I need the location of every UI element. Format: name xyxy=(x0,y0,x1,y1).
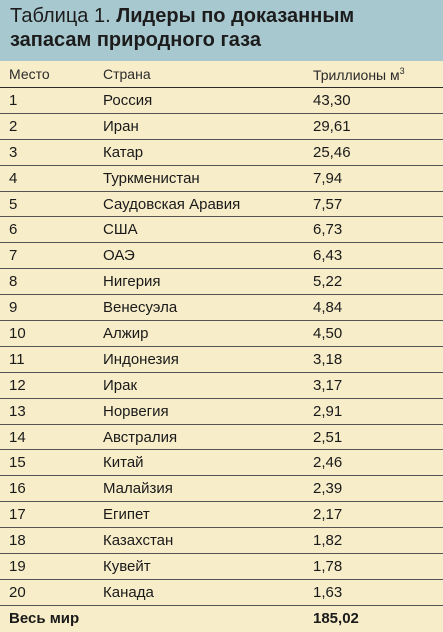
column-header-country: Страна xyxy=(103,66,151,82)
table-row xyxy=(0,347,443,373)
cell-rank: 3 xyxy=(9,143,18,161)
cell-country: Россия xyxy=(103,91,153,109)
table-row xyxy=(0,140,443,166)
cell-value: 6,43 xyxy=(313,247,343,265)
cell-rank: 4 xyxy=(9,169,18,187)
column-header-value xyxy=(303,66,443,83)
column-header-row xyxy=(0,61,443,88)
cell-rank: 17 xyxy=(9,506,26,524)
cell-country: Венесуэла xyxy=(103,299,178,317)
cell-rank: 14 xyxy=(9,428,26,446)
cell-value: 1,63 xyxy=(313,583,343,601)
cell-rank: 2 xyxy=(9,117,18,135)
cell-country: Саудовская Аравия xyxy=(103,195,241,213)
table-row xyxy=(0,192,443,218)
table-row xyxy=(0,476,443,502)
cell-rank: 12 xyxy=(9,376,26,394)
cell-rank: 1 xyxy=(9,91,18,109)
cell-country: Катар xyxy=(103,143,144,161)
table-row xyxy=(0,502,443,528)
cell-value: 5,22 xyxy=(313,273,343,291)
cell-value: 43,30 xyxy=(313,91,351,109)
cell-rank: 5 xyxy=(9,195,18,213)
cell-value: 25,46 xyxy=(313,143,351,161)
table-row xyxy=(0,166,443,192)
table-caption xyxy=(0,0,443,61)
cell-country: Казахстан xyxy=(103,532,174,550)
table-row xyxy=(0,321,443,347)
cell-country: Канада xyxy=(103,583,154,601)
cell-value: 2,17 xyxy=(313,506,343,524)
total-row xyxy=(0,606,443,632)
cell-country: Иран xyxy=(103,117,139,135)
cell-value: 3,18 xyxy=(313,350,343,368)
caption-prefix: Таблица 1. xyxy=(10,5,111,27)
column-header-value-sup: 3 xyxy=(399,65,405,76)
cell-country: Египет xyxy=(103,506,150,524)
cell-country: Австралия xyxy=(103,428,178,446)
cell-rank: 19 xyxy=(9,557,26,575)
cell-value: 2,51 xyxy=(313,428,343,446)
cell-country: Кувейт xyxy=(103,557,151,575)
cell-country: Туркменистан xyxy=(103,169,200,187)
cell-country: Китай xyxy=(103,454,144,472)
cell-country: Норвегия xyxy=(103,402,169,420)
cell-value: 1,78 xyxy=(313,557,343,575)
table-row xyxy=(0,243,443,269)
cell-rank: 6 xyxy=(9,221,18,239)
cell-rank: 20 xyxy=(9,583,26,601)
cell-rank: 7 xyxy=(9,247,18,265)
table-row xyxy=(0,295,443,321)
cell-rank: 18 xyxy=(9,532,26,550)
table-row xyxy=(0,528,443,554)
cell-country: Индонезия xyxy=(103,350,179,368)
cell-rank: 11 xyxy=(9,350,25,368)
cell-value: 6,73 xyxy=(313,221,343,239)
cell-rank: 13 xyxy=(9,402,26,420)
table-row xyxy=(0,554,443,580)
cell-value: 3,17 xyxy=(313,376,343,394)
cell-country: ОАЭ xyxy=(103,247,135,265)
table-body xyxy=(0,88,443,606)
column-header-rank: Место xyxy=(9,66,50,82)
table-row xyxy=(0,399,443,425)
column-header-value-label: Триллионы м xyxy=(313,66,400,83)
cell-rank: 8 xyxy=(9,273,18,291)
cell-value: 2,91 xyxy=(313,402,343,420)
cell-value: 29,61 xyxy=(313,117,351,135)
cell-country: Ирак xyxy=(103,376,138,394)
table-row xyxy=(0,580,443,606)
table-row xyxy=(0,373,443,399)
table-row xyxy=(0,88,443,114)
cell-value: 4,84 xyxy=(313,299,343,317)
cell-value: 2,46 xyxy=(313,454,343,472)
table-row xyxy=(0,269,443,295)
cell-country: Алжир xyxy=(103,324,149,342)
table-row xyxy=(0,217,443,243)
cell-value: 7,94 xyxy=(313,169,343,187)
cell-rank: 10 xyxy=(9,324,26,342)
cell-value: 7,57 xyxy=(313,195,343,213)
table-row xyxy=(0,114,443,140)
cell-rank: 9 xyxy=(9,299,18,317)
cell-rank: 16 xyxy=(9,480,26,498)
cell-value: 1,82 xyxy=(313,532,343,550)
cell-value: 2,39 xyxy=(313,480,343,498)
caption-title: Лидеры по доказанным запасам природного газа xyxy=(10,5,355,51)
cell-country: Малайзия xyxy=(103,480,173,498)
cell-rank: 15 xyxy=(9,454,26,472)
table-row xyxy=(0,450,443,476)
total-value: 185,02 xyxy=(313,610,359,628)
cell-value: 4,50 xyxy=(313,324,343,342)
total-label: Весь мир xyxy=(9,610,80,628)
table-row xyxy=(0,425,443,451)
cell-country: Нигерия xyxy=(103,273,161,291)
cell-country: США xyxy=(103,221,138,239)
